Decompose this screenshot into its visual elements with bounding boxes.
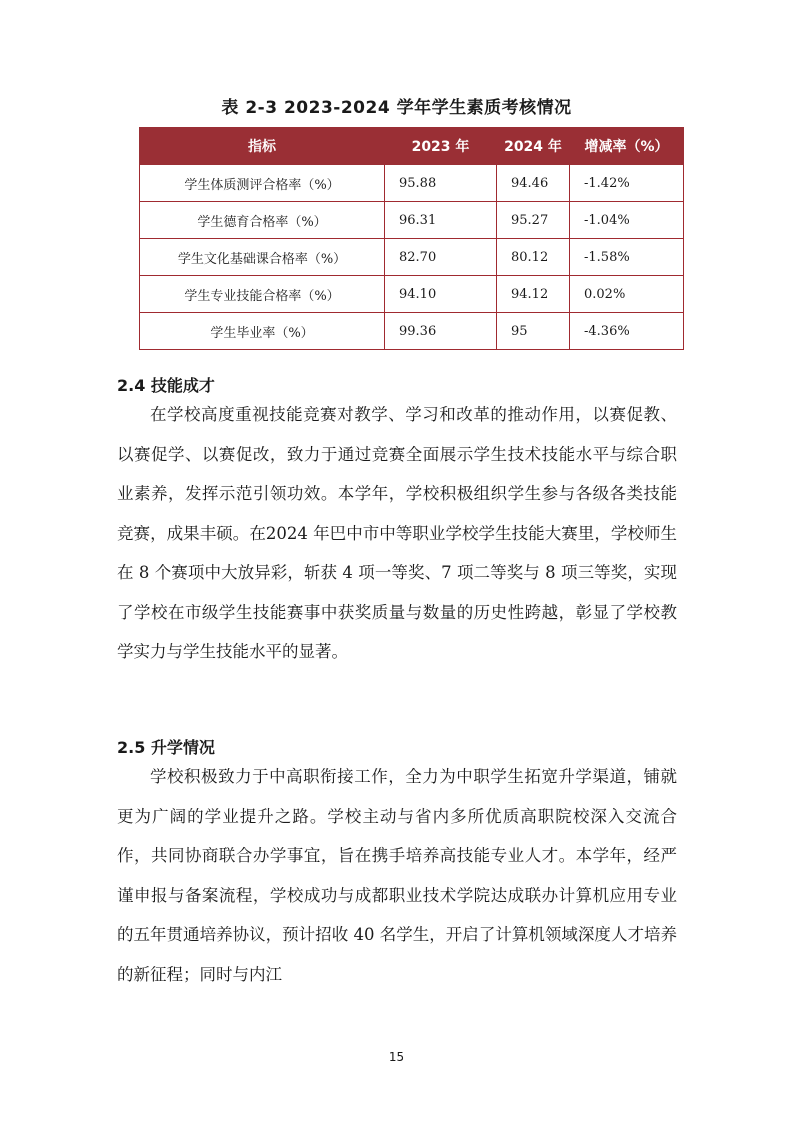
table-row [140,202,684,239]
quality-assessment-table [139,127,684,350]
table-header-row [140,128,684,165]
change-rate-cell: 0.02% [570,276,684,313]
indicator-cell: 学生体质测评合格率（%） [140,165,385,202]
header-2023: 2023 年 [385,128,497,165]
header-2024: 2024 年 [497,128,570,165]
value-2024-cell: 80.12 [497,239,570,276]
change-rate-cell: -1.58% [570,239,684,276]
indicator-cell: 学生毕业率（%） [140,313,385,350]
value-2023-cell: 96.31 [385,202,497,239]
indicator-cell: 学生德育合格率（%） [140,202,385,239]
section-heading-further-study: 2.5 升学情况 [117,738,215,757]
section-heading-skills: 2.4 技能成才 [117,376,215,395]
page-number: 15 [388,1050,405,1064]
value-2024-cell: 95 [497,313,570,350]
table-caption: 表 2-3 2023-2024 学年学生素质考核情况 [221,98,572,118]
value-2024-cell: 94.46 [497,165,570,202]
section-paragraph-further-study: 学校积极致力于中高职衔接工作，全力为中职学生拓宽升学渠道，铺就更为广阔的学业提升之路。学校主动与省内多所优质高职院校深入交流合作，共同协商联合办学事宜，旨在携手培养高技能专业人才。本学年，经严谨申报与备案流程，学校成功与成都职业技术学院达成联办计算机应用专业的五年贯通培养协议，预计招收 40 名学生，开启了计算机领域深度人才培养的新征程；同时与内江 [117,767,677,984]
change-rate-cell: -1.04% [570,202,684,239]
value-2023-cell: 95.88 [385,165,497,202]
table-row [140,239,684,276]
table-row [140,165,684,202]
value-2023-cell: 82.70 [385,239,497,276]
value-2024-cell: 95.27 [497,202,570,239]
value-2023-cell: 99.36 [385,313,497,350]
header-change-rate: 增减率（%） [570,128,684,165]
table-row [140,313,684,350]
change-rate-cell: -1.42% [570,165,684,202]
section-paragraph-skills: 在学校高度重视技能竞赛对教学、学习和改革的推动作用，以赛促教、以赛促学、以赛促改，致力于通过竞赛全面展示学生技术技能水平与综合职业素养，发挥示范引领功效。本学年，学校积极组织学生参与各级各类技能竞赛，成果丰硕。在2024 年巴中市中等职业学校学生技能大赛里，学校师生在 8 个赛项中大放异彩，斩获 4 项一等奖、7 项二等奖与 8 项三等奖，实现了学校在市级学生技能赛事中获奖质量与数量的历史性跨越，彰显了学校教学实力与学生技能水平的显著。 [117,405,677,661]
table-row [140,276,684,313]
value-2023-cell: 94.10 [385,276,497,313]
header-indicator: 指标 [140,128,385,165]
value-2024-cell: 94.12 [497,276,570,313]
indicator-cell: 学生专业技能合格率（%） [140,276,385,313]
indicator-cell: 学生文化基础课合格率（%） [140,239,385,276]
change-rate-cell: -4.36% [570,313,684,350]
